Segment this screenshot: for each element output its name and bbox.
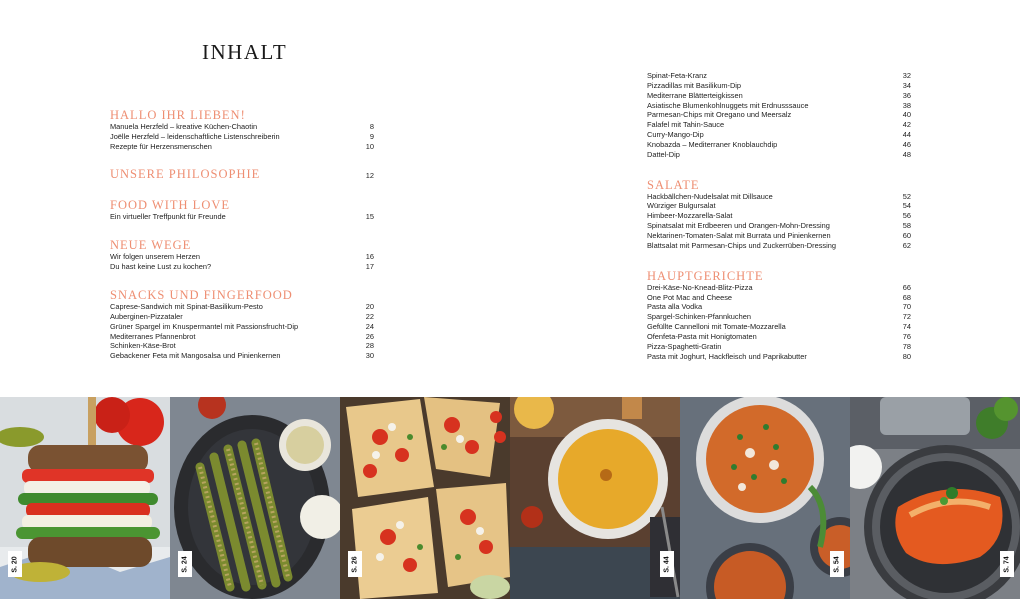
bulgursalat-illustration xyxy=(680,397,850,599)
toc-entry[interactable]: One Pot Mac and Cheese 68 xyxy=(647,292,911,302)
toc-entry[interactable]: Asiatische Blumenkohlnuggets mit Erdnusssauce 38 xyxy=(647,100,911,110)
toc-entry[interactable]: Du hast keine Lust zu kochen? 17 xyxy=(110,262,374,272)
page-number: 24 xyxy=(365,321,374,331)
page-number: 72 xyxy=(902,312,911,322)
toc-entry[interactable]: Hackbällchen-Nudelsalat mit Dillsauce 52 xyxy=(647,191,911,201)
page-number: 80 xyxy=(902,351,911,361)
page-number: 38 xyxy=(902,100,911,110)
toc-entry[interactable]: Schinken-Käse-Brot 28 xyxy=(110,341,374,351)
page-number: 36 xyxy=(902,90,911,100)
toc-entry[interactable]: Caprese-Sandwich mit Spinat-Basilikum-Pesto 20 xyxy=(110,302,374,312)
photo-bulgursalat[interactable] xyxy=(680,397,850,599)
page-number: 8 xyxy=(369,122,374,131)
toc-section-food-with-love xyxy=(110,198,374,222)
toc-entry[interactable]: Joëlle Herzfeld – leidenschaftliche Listenschreiberin 9 xyxy=(110,131,374,141)
toc-entry[interactable]: Gebackener Feta mit Mangosalsa und Pinienkernen 30 xyxy=(110,351,374,361)
page-number: 20 xyxy=(365,302,374,312)
page-number: 56 xyxy=(902,211,911,221)
page-title: INHALT xyxy=(202,40,288,64)
toc-entry[interactable]: Manuela Herzfeld – kreative Küchen-Chaotin 8 xyxy=(110,122,374,131)
toc-section-hallo xyxy=(110,108,374,152)
toc-entry[interactable]: Drei-Käse-No-Knead-Blitz-Pizza 66 xyxy=(647,282,911,292)
page-number: 58 xyxy=(902,221,911,231)
page-number: 17 xyxy=(365,262,374,272)
photo-pfannenbrot[interactable] xyxy=(340,397,510,599)
page-number: 9 xyxy=(369,131,374,141)
page-number: 30 xyxy=(365,351,374,361)
toc-section-heading[interactable]: HALLO IHR LIEBEN! xyxy=(110,108,246,122)
page-number: 28 xyxy=(365,341,374,351)
page-number: 54 xyxy=(902,201,911,211)
toc-entry[interactable]: Falafel mit Tahin-Sauce 42 xyxy=(647,120,911,130)
photo-strip xyxy=(0,397,1020,599)
toc-entry[interactable]: Blattsalat mit Parmesan-Chips und Zuckerrüben-Dressing 62 xyxy=(647,240,911,250)
page-number: 15 xyxy=(365,211,374,221)
page-number: 22 xyxy=(365,311,374,321)
toc-left-column xyxy=(110,108,374,361)
photo-curry-mango-dip[interactable] xyxy=(510,397,680,599)
toc-entry[interactable]: Spinat-Feta-Kranz 32 xyxy=(647,71,911,80)
toc-entry[interactable]: Pizza-Spaghetti-Gratin 78 xyxy=(647,341,911,351)
toc-section-philosophie xyxy=(110,167,374,181)
toc-section-heading[interactable]: UNSERE PHILOSOPHIE 12 xyxy=(110,166,374,181)
page-reference-label: S. 26 xyxy=(348,551,362,577)
pfannenbrot-illustration xyxy=(340,397,510,599)
toc-section-heading[interactable]: SNACKS UND FINGERFOOD xyxy=(110,288,293,303)
toc-entry[interactable]: Nektarinen-Tomaten-Salat mit Burrata und Pinienkernen 60 xyxy=(647,230,911,240)
toc-entry[interactable]: Auberginen-Pizzataler 22 xyxy=(110,311,374,321)
page-number: 60 xyxy=(902,230,911,240)
page-number: 66 xyxy=(902,282,911,292)
toc-entry[interactable]: Dattel-Dip 48 xyxy=(647,149,911,159)
page-number: 10 xyxy=(365,141,374,151)
toc-entry[interactable]: Pizzadillas mit Basilikum-Dip 34 xyxy=(647,80,911,90)
toc-entry[interactable]: Spargel-Schinken-Pfannkuchen 72 xyxy=(647,312,911,322)
toc-section-hauptgerichte xyxy=(647,269,911,362)
photo-cannelloni[interactable] xyxy=(850,397,1020,599)
page-number: 78 xyxy=(902,341,911,351)
page-number: 32 xyxy=(902,71,911,80)
toc-entry[interactable]: Pasta alla Vodka 70 xyxy=(647,302,911,312)
toc-snacks-continued xyxy=(647,71,911,160)
page-number: 68 xyxy=(902,292,911,302)
toc-entry[interactable]: Würziger Bulgursalat 54 xyxy=(647,201,911,211)
toc-entry[interactable]: Ein virtueller Treffpunkt für Freunde 15 xyxy=(110,211,374,221)
page-reference-label: S. 74 xyxy=(1000,551,1014,577)
toc-entry[interactable]: Rezepte für Herzensmenschen 10 xyxy=(110,141,374,151)
toc-entry[interactable]: Mediterranes Pfannenbrot 26 xyxy=(110,331,374,341)
toc-section-neue-wege xyxy=(110,238,374,272)
page-number: 76 xyxy=(902,331,911,341)
toc-section-snacks xyxy=(110,288,374,361)
page-number: 12 xyxy=(365,170,374,180)
toc-entry[interactable]: Parmesan-Chips mit Oregano und Meersalz 40 xyxy=(647,110,911,120)
toc-entry[interactable]: Pasta mit Joghurt, Hackfleisch und Paprikabutter 80 xyxy=(647,351,911,361)
curry-dip-illustration xyxy=(510,397,680,599)
page-number: 62 xyxy=(902,240,911,250)
page-number: 16 xyxy=(365,252,374,262)
page-number: 70 xyxy=(902,302,911,312)
toc-entry[interactable]: Mediterrane Blätterteigkissen 36 xyxy=(647,90,911,100)
page-number: 34 xyxy=(902,80,911,90)
page-number: 26 xyxy=(365,331,374,341)
toc-section-heading[interactable]: NEUE WEGE xyxy=(110,238,192,253)
toc-entry[interactable]: Ofenfeta-Pasta mit Honigtomaten 76 xyxy=(647,331,911,341)
toc-section-heading[interactable]: HAUPTGERICHTE xyxy=(647,268,764,283)
toc-entry[interactable]: Grüner Spargel im Knuspermantel mit Passionsfrucht-Dip 24 xyxy=(110,321,374,331)
toc-section-heading[interactable]: SALATE xyxy=(647,177,700,192)
page-number: 74 xyxy=(902,322,911,332)
toc-entry[interactable]: Himbeer-Mozzarella-Salat 56 xyxy=(647,211,911,221)
page-number: 52 xyxy=(902,191,911,201)
toc-entry[interactable]: Spinatsalat mit Erdbeeren und Orangen-Mohn-Dressing 58 xyxy=(647,221,911,231)
photo-asparagus[interactable] xyxy=(170,397,340,599)
cannelloni-illustration xyxy=(850,397,1020,599)
page-reference-label: S. 54 xyxy=(830,551,844,577)
page-reference-label: S. 44 xyxy=(660,551,674,577)
toc-section-salate xyxy=(647,178,911,251)
page-number: 40 xyxy=(902,110,911,120)
toc-entry[interactable]: Gefüllte Cannelloni mit Tomate-Mozzarella 74 xyxy=(647,322,911,332)
page-reference-label: S. 24 xyxy=(178,551,192,577)
toc-right-column xyxy=(647,71,911,361)
toc-section-heading[interactable]: FOOD WITH LOVE xyxy=(110,197,231,212)
page-number: 42 xyxy=(902,120,911,130)
page-number: 44 xyxy=(902,130,911,140)
toc-entry[interactable]: Knobazda – Mediterraner Knoblauchdip 46 xyxy=(647,139,911,149)
toc-entry[interactable]: Wir folgen unserem Herzen 16 xyxy=(110,252,374,262)
sandwich-illustration xyxy=(0,397,170,599)
page-reference-label: S. 20 xyxy=(8,551,22,577)
page-number: 46 xyxy=(902,139,911,149)
page-number: 48 xyxy=(902,149,911,159)
asparagus-illustration xyxy=(170,397,340,599)
photo-caprese-sandwich[interactable] xyxy=(0,397,170,599)
toc-entry[interactable]: Curry-Mango-Dip 44 xyxy=(647,130,911,140)
